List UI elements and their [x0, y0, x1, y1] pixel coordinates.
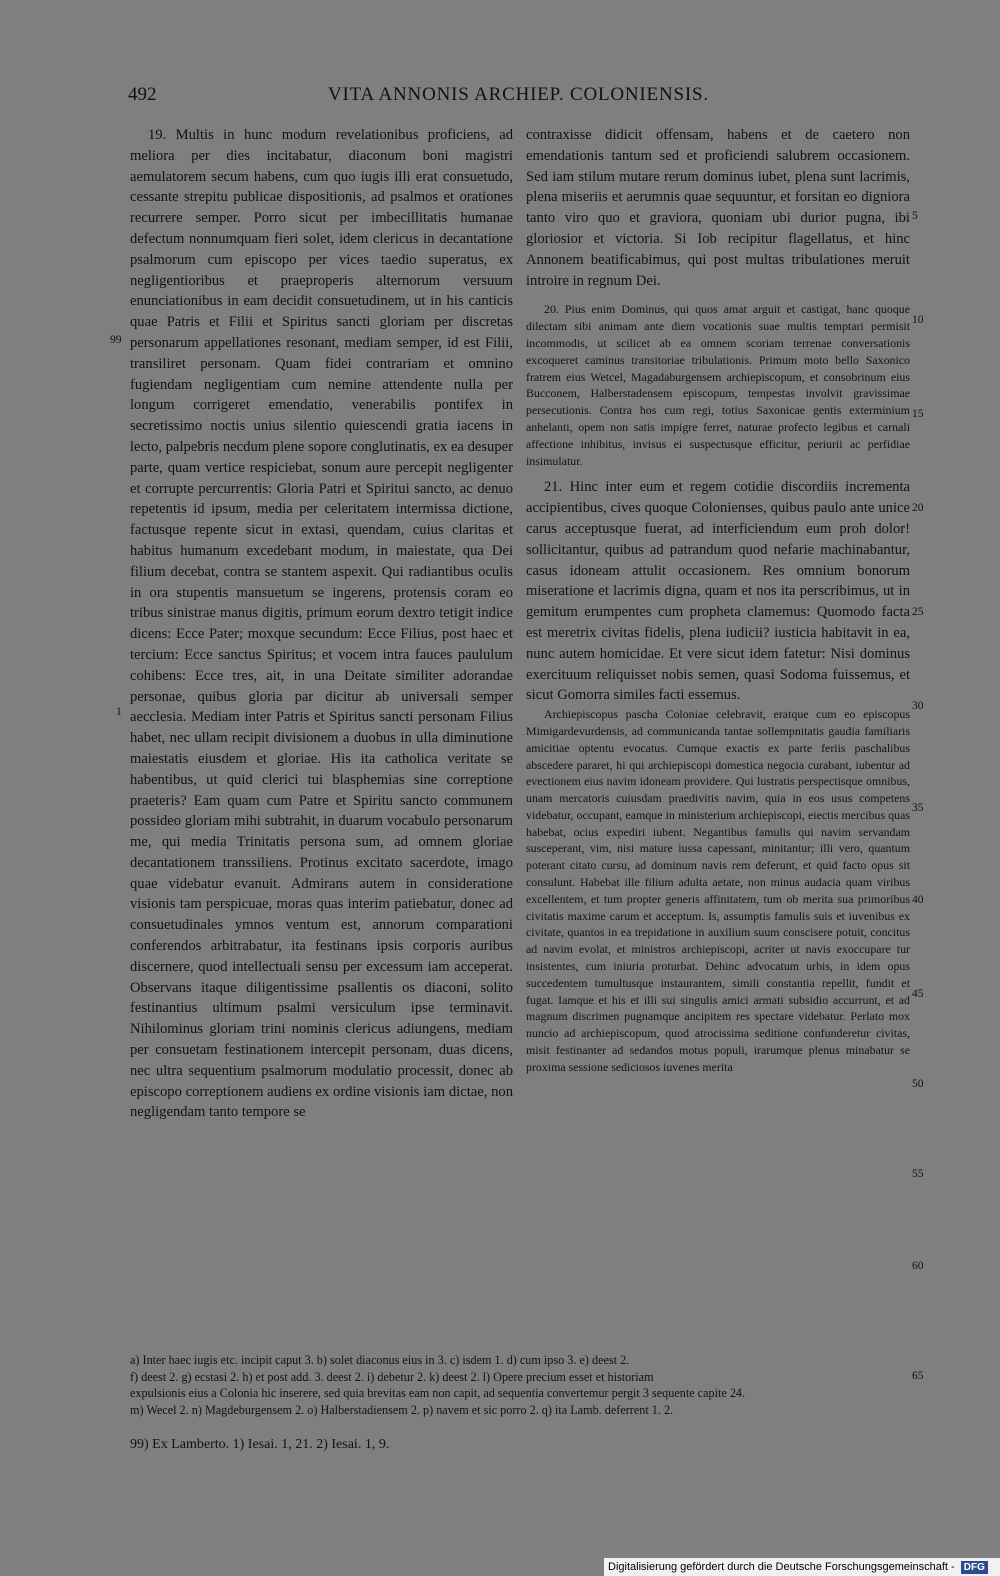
- section-20-text: 20. Pius enim Dominus, qui quos amat arguit et castigat, hanc quoque dilectam sibi animam ante diem vocationis suae multis temptari permisit incommodis, ut scilicet ab ea omnem scoriam terrenae conversationis excoqueret caminus transitoriae tribulationis. Primum moto bello Saxonico fratrem eius Wetcel, Magadaburgensem archiepiscopum, et consobrinum eius Bucconem, Halberstadensem episcopum, tempestas involvit gravissimae persecutionis. Contra hos cum regi, totius Saxonicae gentis exterminium anhelanti, opem non satis impigre ferret, naturae profecto legibus et carnali affectione inhibitus, invisus ei suspectusque efficitur, periurii ac perfidiae insimulatur.: [526, 302, 910, 468]
- section-19-continuation: contraxisse didicit offensam, habens et de caetero non emendationis tantum sed et proficiendi salubrem occasionem. Sed iam stilum mutare rerum dominus iubet, plena sunt lacrimis, plena miseriis et aerumnis quae sequuntur, et forsitan eo digniora tanto viro quo et graviora, quoniam ubi durior pugna, ibi gloriosior et victoria. Si Iob recipitur flagellatus, et hinc Annonem beatificabimus, qui post multas tribulationes meruit introire in regnum Dei.: [526, 127, 910, 289]
- left-column: [130, 125, 513, 1123]
- margin-number: 15: [912, 408, 924, 420]
- margin-number: 5: [912, 210, 918, 222]
- footnote-line: expulsionis eius a Colonia hic inserere, sed quia brevitas eam non capit, ad sequentia convertemur pergit 3 sequente capite 24.: [130, 1386, 746, 1400]
- page-header: [128, 84, 912, 114]
- footer-text: Digitalisierung gefördert durch die Deutsche Forschungsgemeinschaft -: [608, 1561, 955, 1573]
- section-21-text: 21. Hinc inter eum et regem cotidie discordiis incrementa accipientibus, cives quoque Colonienses, quibus paulo ante unice carus acceptusque fuerat, ad interficiendum eum proh dolor! sollicitantur, quibus ad patrandum quod nefarie machinabantur, casus idoneam attulit occasionem. Res omnium bonorum miseratione et lacrimis digna, quam et nos ita perscribimus, ut in gemitum erumpentes cum propheta clamemus: Quomodo facta est meretrix civitas fidelis, plena iudicii? iusticia habitavit in ea, nunc autem homicidae. Et vere sicut idem fatetur: Nisi dominus exercituum reliquisset nobis semen, quasi Sodoma fuissemus, et sicut Gomorra similes facti essemus.: [526, 479, 910, 704]
- source-notes: 99) Ex Lamberto. 1) Iesai. 1, 21. 2) Iesai. 1, 9.: [130, 1437, 390, 1452]
- margin-number: 30: [912, 700, 924, 712]
- margin-number: 60: [912, 1260, 924, 1272]
- footnote-line: m) Wecel 2. n) Magdeburgensem 2. o) Halberstadiensem 2. p) navem et sic porro 2. q) ita Lamb. deferrent 1. 2.: [130, 1402, 674, 1417]
- margin-number: 1: [116, 706, 122, 718]
- right-column: [526, 125, 910, 1076]
- margin-number: 40: [912, 894, 924, 906]
- footnote-line: f) deest 2. g) ecstasi 2. h) et post add. 3. deest 2. i) debetur 2. k) deest 2. l) Opere precium esset et historiam: [130, 1369, 654, 1384]
- running-title: VITA ANNONIS ARCHIEP. COLONIENSIS.: [328, 84, 709, 105]
- margin-number: 65: [912, 1370, 924, 1382]
- digitization-footer: [604, 1558, 1000, 1576]
- margin-number: 25: [912, 606, 924, 618]
- margin-number: 50: [912, 1078, 924, 1090]
- page-number: 492: [128, 84, 157, 105]
- footnote-line: a) Inter haec iugis etc. incipit caput 3. b) solet diaconus eius in 3. c) isdem 1. d) cum ipso 3. e) deest 2.: [130, 1353, 630, 1367]
- margin-number: 45: [912, 988, 924, 1000]
- margin-number: 10: [912, 314, 924, 326]
- margin-number: 55: [912, 1168, 924, 1180]
- section-21-continuation: Archiepiscopus pascha Coloniae celebravit, eratque cum eo episcopus Mimigardevurdensis, ad communicanda tantae sollempnitatis gaudia familiaris amicitiae optentu evocatus. Cumque exactis ex parte feriis paschalibus abscedere pararet, hi qui archiepiscopi domestica negocia curabant, iubentur ad evectionem eius navim idoneam providere. Qui lustratis perspectisque omnibus, unam mercatoris cuiusdam praedivitis navim, quia in eos usus competens videbatur, occupant, eamque in ministerium archiepiscopi, eiectis mercibus quas habebat, ocius expediri iubent. Negantibus famulis qui navim servandam susceperant, vim, nisi mature iussa capessant, minitantur; illi vero, quantum poterant citato cursu, ad dominum navis rem deferunt, et quid facto opus sit consulunt. Habebat ille filium adulta aetate, non minus audacia quam viribus excellentem, et tum propter generis affinitatem, tum ob merita sua primoribus civitatis maxime carum et acceptum. Is, assumptis famulis suis et iuvenibus ex civitate, quantos in ea trepidatione in auxilium suum conscisere potuit, concitus ad navim evolat, et ministros archiepiscopi, acriter ut navis exoccupare tur insistentes, cum iniuria proturbat. Dehinc advocatum urbis, in idem opus succedentem tumultusque instaurantem, simili constantia repellit, fundit et fugat. Iamque et his et illi sui singulis amici armati subsidio accurrunt, et ad magnum discrimen pugnamque ancipitem res spectare videbatur. Perlato mox nuncio ad archiepiscopum, quod atrocissima seditione confunderetur civitas, misit festinanter ad sedandos motus populi, irarumque plenus minabatur se proxima sessione sediciosos iuvenes merita: [526, 707, 910, 1074]
- section-19-text: 19. Multis in hunc modum revelationibus proficiens, ad meliora per dies incitabatur, diaconum boni magistri aemulatorem secum habens, cum quo iugis illi erat consuetudo, cessante strepitu publicae dispositionis, ad psalmos et orationes recurrere semper. Porro sicut per imbecillitatis humanae defectum nonnumquam fieri solet, idem clericus in decantatione psalmorum cum episcopo per vices taedio superatus, ex negligentioribus et praeproperis alternorum versuum enunciationibus in eam decidit consuetudinem, ut in his canticis quae Patris et Filii et Spiritus sancti gloriam per discretas personarum appellationes resonant, mediam semper, id est Filii, transiliret personam. Quam fidei contrariam et omnino fugiendam negligentiam cum nemine attendente nulla per longum corrigeret emendatio, venerabilis pontifex in secretissimo noctis unius silentio quiescendi gratia iacens in lecto, palpebris necdum plene sopore conglutinatis, ex ea desuper parte, quam vertice respiciebat, sonum aure percepit negligenter et corrupte percurrentis: Gloria Patri et Spiritui sancto, ac denuo repetentis id ipsum, media per celeritatem intermissa dictione, factusque repente sicut in extasi, quendam, cuius claritas et habitus humanum excedebant modum, in maiestate, qua Dei filium decebat, contra se stantem aspexit. Qui radiantibus oculis in ora stupentis mansuetum se ingerens, protensis coram eo tribus sinistrae manus digitis, primum eorum dextro tetigit indice dicens: Ecce Pater; moxque secundum: Ecce Filius, post haec et tercium: Ecce sanctus Spiritus; et vocem intra fauces paululum cohibens: Ecce tres, ait, in una Deitate similiter adorandae personae, quibus gloria par dicitur ab universali semper aecclesia. Mediam inter Patris et Spiritus sancti personam Filius habet, nec ullam recipit divisionem a duobus in ulla diminutione maiestatis eiusdem et gloriae. His ita catholica veritate se habentibus, ut quid clerici tui blasphemias sine correptione praeteris? Eam quam cum Patre et Spiritu sancto communem possideo gloriam mihi subtrahit, in duarum vocabulo personarum me, qui media Trinitatis persona sum, ad omnem gloriae decantationem transsiliens. Protinus excitato sacerdote, imago quae videbatur evanuit. Admirans autem in consideratione visionis tam perspicuae, moras quas interim patiebatur, donec ad consuetudinales ymnos ventum est, annorum comparationi conferendos arbitrabatur, ita festinans ipsis corporis auribus discernere, quod intellectuali sensu per excessum iam acceperat. Observans itaque diligentissime psallentis os diaconi, solito festinantius ultimum psalmi versiculum ipse terminavit. Nihilominus gloriam trini nominis clericus adiungens, mediam per consuetam festinationem intercepit personam, duas dicens, nec ultra sequentium psalmorum modulatio processit, donec ab episcopo correptionem audiens ex ordine visionis iam dictae, non negligendam tanto tempore se: [130, 127, 513, 1121]
- footnotes: [130, 1352, 910, 1418]
- margin-number: 35: [912, 802, 924, 814]
- dfg-logo: DFG: [961, 1561, 988, 1574]
- margin-number: 99: [110, 334, 122, 346]
- margin-number: 20: [912, 502, 924, 514]
